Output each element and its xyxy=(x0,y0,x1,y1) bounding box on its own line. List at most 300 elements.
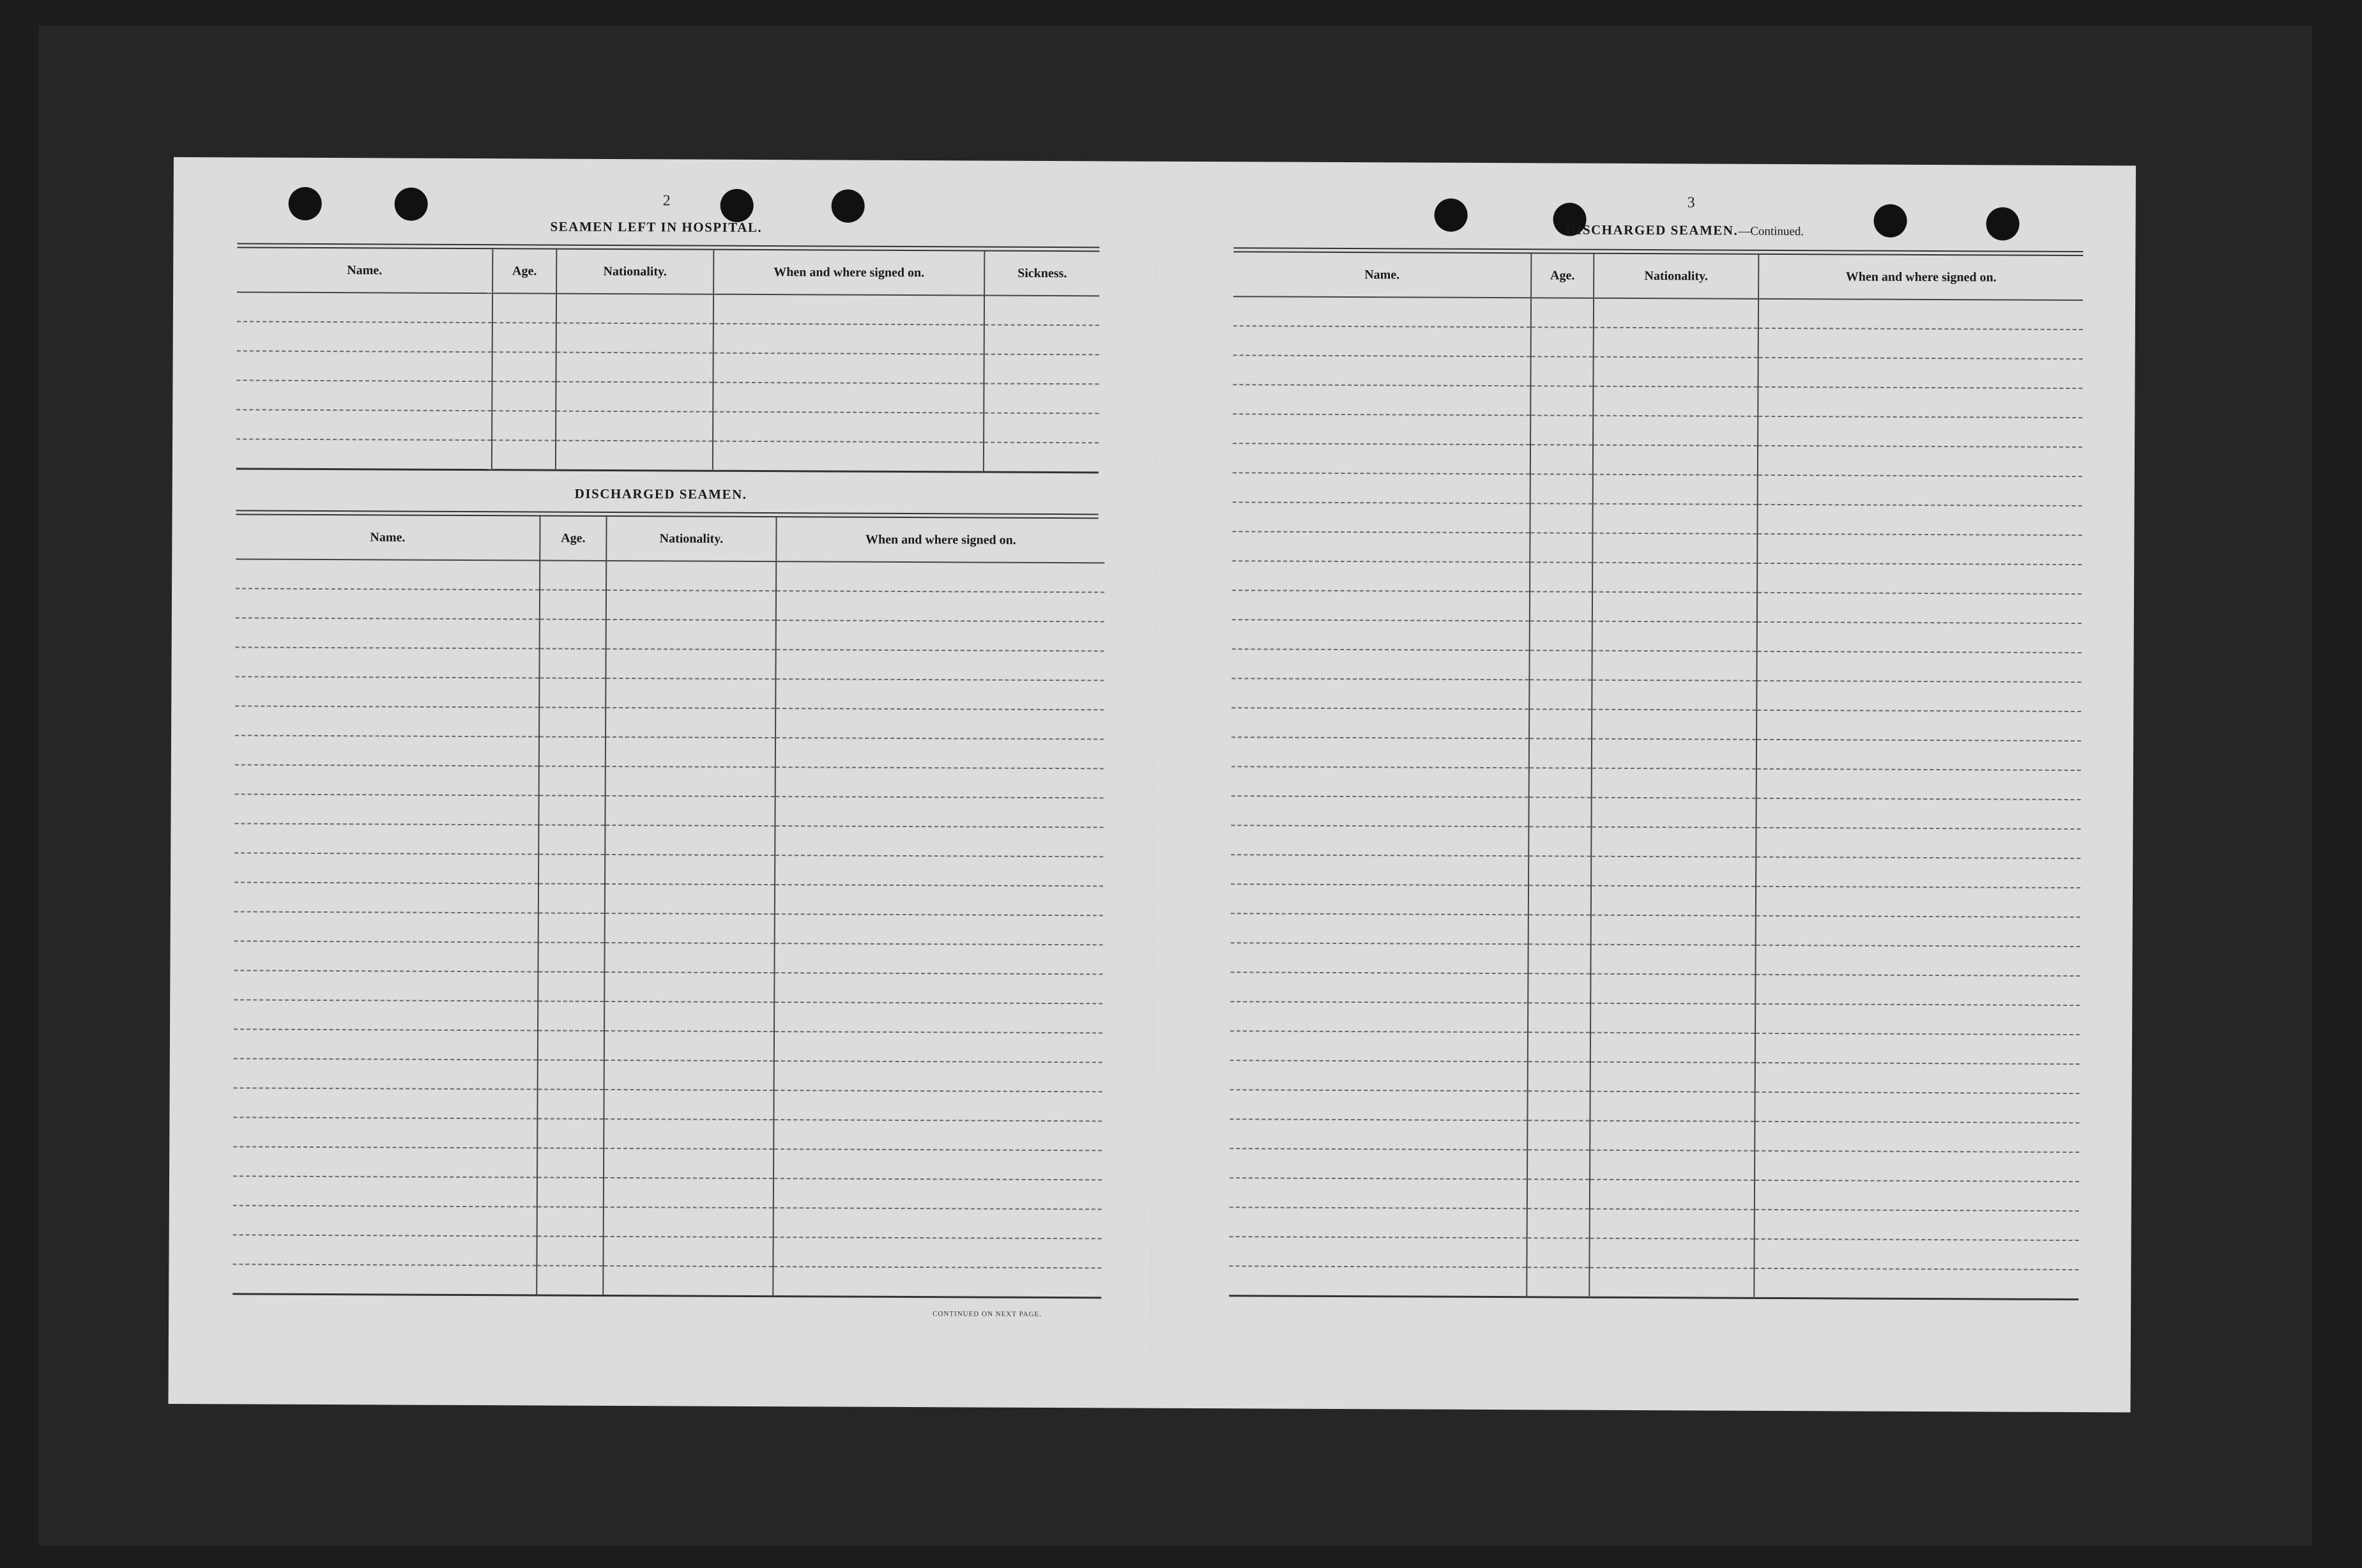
blank-entry-cell xyxy=(605,913,775,943)
blank-entry-cell xyxy=(1590,1180,1755,1210)
table-row xyxy=(234,1000,1102,1033)
blank-entry-cell xyxy=(1592,710,1756,740)
blank-entry-cell xyxy=(603,1237,773,1267)
blank-entry-cell xyxy=(1592,533,1757,563)
blank-entry-cell xyxy=(1754,1239,2078,1270)
blank-entry-cell xyxy=(775,826,1103,856)
table-row xyxy=(1229,1237,2078,1270)
blank-entry-cell xyxy=(773,1090,1102,1121)
blank-entry-cell xyxy=(556,382,713,412)
table-row xyxy=(236,588,1104,621)
blank-entry-cell xyxy=(1527,1150,1590,1179)
table-row xyxy=(234,794,1103,827)
blank-entry-cell xyxy=(1593,445,1758,475)
blank-entry-cell xyxy=(775,679,1104,710)
table-row xyxy=(1231,737,2081,770)
blank-entry-cell xyxy=(540,590,606,620)
discharged-table-right-body xyxy=(1229,296,2083,1299)
blank-entry-cell xyxy=(1233,443,1530,474)
blank-entry-cell xyxy=(1527,1179,1590,1208)
blank-entry-cell xyxy=(984,443,1099,473)
blank-entry-cell xyxy=(1593,386,1758,416)
blank-entry-cell xyxy=(1757,622,2082,653)
table-row xyxy=(1231,913,2080,947)
blank-entry-cell xyxy=(537,1206,604,1236)
blank-entry-cell xyxy=(1592,504,1757,534)
table-row xyxy=(1232,620,2082,653)
blank-entry-cell xyxy=(1530,533,1592,562)
blank-entry-cell xyxy=(1528,1032,1590,1062)
column-header: Nationality. xyxy=(1594,254,1758,299)
blank-entry-cell xyxy=(773,1237,1101,1268)
blank-entry-cell xyxy=(1527,1120,1590,1150)
blank-entry-cell xyxy=(1756,681,2081,712)
blank-entry-cell xyxy=(1528,944,1590,973)
table-row xyxy=(1230,1060,2080,1093)
blank-entry-cell xyxy=(1229,1266,1527,1297)
blank-entry-cell xyxy=(538,1031,604,1060)
table-row xyxy=(1230,1001,2080,1035)
blank-entry-cell xyxy=(1530,356,1593,386)
blank-entry-cell xyxy=(1758,416,2082,447)
blank-entry-cell xyxy=(1529,709,1592,738)
blank-entry-cell xyxy=(1592,680,1756,710)
punch-hole xyxy=(1435,199,1468,232)
blank-entry-cell xyxy=(1594,298,1758,328)
blank-entry-cell xyxy=(1591,915,1756,945)
blank-entry-cell xyxy=(1530,445,1593,474)
blank-entry-cell xyxy=(1590,1033,1755,1063)
blank-entry-cell xyxy=(235,676,539,707)
table-row xyxy=(1233,355,2082,388)
blank-entry-cell xyxy=(1758,328,2083,359)
discharged-continued-title xyxy=(1566,222,1804,240)
blank-entry-cell xyxy=(1758,358,2082,388)
blank-entry-cell xyxy=(538,913,605,943)
blank-entry-cell xyxy=(538,1001,604,1031)
blank-entry-cell xyxy=(1591,856,1756,887)
table-row xyxy=(1229,1266,2078,1299)
blank-entry-cell xyxy=(1230,1031,1528,1062)
blank-entry-cell xyxy=(556,441,713,471)
blank-entry-cell xyxy=(1592,592,1757,622)
blank-entry-cell xyxy=(538,825,605,855)
blank-entry-cell xyxy=(1528,797,1591,826)
blank-entry-cell xyxy=(1589,1268,1754,1298)
table-row xyxy=(232,1264,1101,1297)
discharged-section-title: DISCHARGED SEAMEN. xyxy=(574,485,747,502)
blank-entry-cell xyxy=(1755,1210,2079,1240)
blank-entry-cell xyxy=(1755,945,2080,976)
blank-entry-cell xyxy=(604,1001,774,1031)
table-row xyxy=(235,647,1104,680)
blank-entry-cell xyxy=(1757,593,2082,623)
blank-entry-cell xyxy=(1231,913,1528,944)
blank-entry-cell xyxy=(604,972,774,1002)
blank-entry-cell xyxy=(1589,1238,1754,1268)
blank-entry-cell xyxy=(1230,972,1528,1003)
blank-entry-cell xyxy=(1593,475,1758,505)
blank-entry-cell xyxy=(713,412,984,443)
blank-entry-cell xyxy=(606,737,775,767)
blank-entry-cell xyxy=(1230,1060,1528,1091)
blank-entry-cell xyxy=(537,1177,604,1206)
table-row xyxy=(1230,972,2080,1005)
blank-entry-cell xyxy=(236,559,540,590)
punch-hole xyxy=(1873,204,1907,238)
discharged-table-left-header xyxy=(236,515,1104,563)
discharged-table-right-header xyxy=(1233,252,2083,300)
blank-entry-cell xyxy=(1230,1148,1527,1179)
blank-entry-cell xyxy=(233,1205,537,1236)
blank-entry-cell xyxy=(234,794,538,825)
column-header: Age. xyxy=(1531,254,1594,298)
blank-entry-cell xyxy=(1593,416,1758,446)
blank-entry-cell xyxy=(775,855,1103,886)
blank-entry-cell xyxy=(605,825,775,855)
blank-entry-cell xyxy=(1232,590,1530,621)
blank-entry-cell xyxy=(713,294,984,325)
table-row xyxy=(1230,1090,2079,1123)
blank-entry-cell xyxy=(538,884,605,913)
table-row xyxy=(236,380,1099,413)
blank-entry-cell xyxy=(537,1089,604,1118)
table-row xyxy=(233,1117,1102,1150)
blank-entry-cell xyxy=(1233,414,1530,445)
blank-entry-cell xyxy=(234,970,538,1001)
blank-entry-cell xyxy=(1757,563,2082,594)
manifest-sheet xyxy=(168,157,2135,1412)
blank-entry-cell xyxy=(774,973,1102,1003)
blank-entry-cell xyxy=(604,1031,774,1061)
blank-entry-cell xyxy=(1528,1062,1590,1091)
table-row xyxy=(1231,825,2080,858)
blank-entry-cell xyxy=(774,1031,1102,1062)
blank-entry-cell xyxy=(1231,678,1529,709)
blank-entry-cell xyxy=(233,1117,537,1148)
table-row xyxy=(1233,473,2082,506)
table-row xyxy=(236,351,1099,384)
blank-entry-cell xyxy=(1530,591,1592,621)
blank-entry-cell xyxy=(235,765,539,795)
blank-entry-cell xyxy=(237,321,492,352)
column-header: Sickness. xyxy=(984,252,1099,296)
blank-entry-cell xyxy=(1590,1209,1755,1239)
blank-entry-cell xyxy=(233,1088,537,1118)
blank-entry-cell xyxy=(984,384,1099,414)
blank-entry-cell xyxy=(235,735,539,766)
table-row xyxy=(1230,1031,2080,1064)
table-row xyxy=(1230,943,2080,976)
blank-entry-cell xyxy=(1757,505,2082,535)
blank-entry-cell xyxy=(234,1058,538,1089)
blank-entry-cell xyxy=(1232,502,1530,533)
blank-entry-cell xyxy=(1590,1062,1755,1092)
blank-entry-cell xyxy=(537,1236,603,1265)
blank-entry-cell xyxy=(606,620,776,650)
blank-entry-cell xyxy=(492,293,556,323)
blank-entry-cell xyxy=(1593,357,1758,387)
column-header: Name. xyxy=(236,515,540,560)
table-row xyxy=(1232,590,2082,623)
blank-entry-cell xyxy=(233,1146,537,1177)
blank-entry-cell xyxy=(1758,446,2082,476)
punch-hole xyxy=(1986,207,2019,240)
blank-entry-cell xyxy=(1756,740,2081,770)
table-row xyxy=(1231,678,2081,712)
blank-entry-cell xyxy=(1229,1237,1527,1267)
blank-entry-cell xyxy=(1755,1004,2080,1035)
blank-entry-cell xyxy=(1592,563,1757,593)
blank-entry-cell xyxy=(713,353,984,384)
blank-entry-cell xyxy=(773,1149,1102,1180)
blank-entry-cell xyxy=(604,1207,773,1237)
blank-entry-cell xyxy=(234,911,538,942)
discharged-table-right xyxy=(1229,252,2083,1300)
blank-entry-cell xyxy=(1231,884,1528,915)
blank-entry-cell xyxy=(1232,561,1530,591)
blank-entry-cell xyxy=(539,649,606,678)
blank-entry-cell xyxy=(537,1148,604,1177)
column-header: Nationality. xyxy=(556,250,713,294)
blank-entry-cell xyxy=(1756,710,2081,741)
blank-entry-cell xyxy=(235,647,539,678)
blank-entry-cell xyxy=(1755,1151,2079,1182)
table-row xyxy=(235,765,1104,798)
blank-entry-cell xyxy=(1755,1122,2079,1152)
blank-entry-cell xyxy=(775,738,1104,768)
blank-entry-cell xyxy=(1530,621,1592,650)
blank-entry-cell xyxy=(538,972,604,1001)
blank-entry-cell xyxy=(1592,768,1756,798)
blank-entry-cell xyxy=(236,439,492,469)
blank-entry-cell xyxy=(492,411,556,440)
blank-entry-cell xyxy=(1529,738,1592,768)
table-row xyxy=(1230,1178,2079,1211)
blank-entry-cell xyxy=(1755,1092,2079,1123)
blank-entry-cell xyxy=(605,884,775,914)
table-row xyxy=(1232,561,2082,594)
blank-entry-cell xyxy=(1528,1003,1590,1032)
blank-entry-cell xyxy=(556,323,713,353)
blank-entry-cell xyxy=(1527,1091,1590,1120)
blank-entry-cell xyxy=(774,1002,1102,1033)
blank-entry-cell xyxy=(556,411,713,441)
blank-entry-cell xyxy=(1529,650,1592,680)
blank-entry-cell xyxy=(538,796,605,825)
blank-entry-cell xyxy=(1530,474,1593,503)
blank-entry-cell xyxy=(556,294,713,324)
blank-entry-cell xyxy=(606,678,775,708)
blank-entry-cell xyxy=(232,1235,537,1265)
blank-entry-cell xyxy=(1231,796,1528,826)
blank-entry-cell xyxy=(1530,503,1592,533)
hospital-table-header xyxy=(237,248,1099,296)
table-row xyxy=(1230,1148,2079,1182)
table-row xyxy=(1233,296,2083,330)
blank-entry-cell xyxy=(606,649,775,679)
table-row xyxy=(234,970,1102,1003)
blank-entry-cell xyxy=(1755,1033,2080,1064)
blank-entry-cell xyxy=(1231,708,1529,738)
table-row xyxy=(1233,443,2082,476)
blank-entry-cell xyxy=(1758,387,2082,418)
blank-entry-cell xyxy=(773,1208,1102,1238)
blank-entry-cell xyxy=(1590,1092,1755,1122)
blank-entry-cell xyxy=(538,1060,604,1089)
table-row xyxy=(234,911,1103,945)
blank-entry-cell xyxy=(984,325,1099,355)
blank-entry-cell xyxy=(604,1090,773,1120)
continued-note: CONTINUED ON NEXT PAGE. xyxy=(933,1310,1042,1318)
blank-entry-cell xyxy=(236,409,492,440)
column-header: Name. xyxy=(1233,252,1531,298)
blank-entry-cell xyxy=(1231,855,1528,885)
discharged-table-left-body xyxy=(232,559,1104,1297)
blank-entry-cell xyxy=(1755,1180,2079,1211)
blank-entry-cell xyxy=(774,1061,1102,1092)
table-row xyxy=(1231,649,2081,682)
discharged-table-left xyxy=(232,515,1104,1298)
left-page xyxy=(168,157,1157,1408)
blank-entry-cell xyxy=(1756,916,2080,947)
blank-entry-cell xyxy=(775,767,1104,798)
table-row xyxy=(1232,502,2082,535)
column-header: When and where signed on. xyxy=(1758,255,2083,300)
table-row xyxy=(233,1088,1102,1121)
hospital-section-title: SEAMEN LEFT IN HOSPITAL. xyxy=(550,218,763,236)
blank-entry-cell xyxy=(235,706,539,736)
blank-entry-cell xyxy=(775,708,1104,739)
column-header: Nationality. xyxy=(606,517,776,561)
column-header: When and where signed on. xyxy=(776,517,1104,563)
blank-entry-cell xyxy=(604,1178,773,1208)
blank-entry-cell xyxy=(537,1265,603,1295)
table-row xyxy=(234,941,1102,974)
table-row xyxy=(234,853,1103,886)
section-title-text: DISCHARGED SEAMEN. xyxy=(1566,222,1739,238)
blank-entry-cell xyxy=(605,855,775,885)
blank-entry-cell xyxy=(1230,943,1528,973)
blank-entry-cell xyxy=(713,441,984,472)
blank-entry-cell xyxy=(605,796,775,826)
blank-entry-cell xyxy=(1233,473,1530,503)
blank-entry-cell xyxy=(1756,651,2081,682)
blank-entry-cell xyxy=(538,855,605,884)
blank-entry-cell xyxy=(1591,798,1756,828)
table-row xyxy=(237,321,1099,354)
blank-entry-cell xyxy=(1592,651,1756,681)
blank-entry-cell xyxy=(773,1120,1102,1150)
blank-entry-cell xyxy=(492,440,556,470)
blank-entry-cell xyxy=(1528,973,1590,1003)
blank-entry-cell xyxy=(539,678,606,708)
blank-entry-cell xyxy=(1758,475,2082,506)
column-header: When and where signed on. xyxy=(713,250,984,296)
blank-entry-cell xyxy=(1757,534,2082,565)
blank-entry-cell xyxy=(606,766,775,796)
blank-entry-cell xyxy=(1231,649,1529,680)
punch-hole xyxy=(289,187,322,220)
column-header: Name. xyxy=(237,248,492,293)
blank-entry-cell xyxy=(774,943,1102,974)
punch-hole xyxy=(720,189,754,222)
page-number: 2 xyxy=(662,192,671,209)
blank-entry-cell xyxy=(538,943,604,972)
blank-entry-cell xyxy=(1754,1268,2078,1300)
table-row xyxy=(1232,531,2082,565)
blank-entry-cell xyxy=(984,413,1099,443)
table-row xyxy=(232,1235,1101,1268)
blank-entry-cell xyxy=(540,561,606,590)
blank-entry-cell xyxy=(236,588,540,619)
blank-entry-cell xyxy=(1528,826,1591,856)
blank-entry-cell xyxy=(1591,827,1756,857)
blank-entry-cell xyxy=(1230,1119,1527,1150)
blank-entry-cell xyxy=(1756,828,2080,858)
column-header: Age. xyxy=(492,249,556,293)
table-row xyxy=(1231,884,2080,917)
blank-entry-cell xyxy=(1527,1208,1590,1238)
blank-entry-cell xyxy=(1594,328,1758,358)
blank-entry-cell xyxy=(1590,1003,1755,1033)
table-row xyxy=(234,823,1103,856)
table-row xyxy=(233,1176,1102,1209)
blank-entry-cell xyxy=(1529,768,1592,797)
table-row xyxy=(234,882,1103,915)
blank-entry-cell xyxy=(603,1266,773,1297)
blank-entry-cell xyxy=(1755,1063,2080,1093)
blank-entry-cell xyxy=(236,618,540,648)
blank-entry-cell xyxy=(713,324,984,354)
blank-entry-cell xyxy=(1230,1090,1527,1120)
punch-hole xyxy=(395,188,428,221)
hospital-table-body xyxy=(236,292,1099,472)
blank-entry-cell xyxy=(492,381,556,411)
table-row xyxy=(233,1146,1102,1180)
blank-entry-cell xyxy=(540,620,606,649)
blank-entry-cell xyxy=(776,561,1104,592)
blank-entry-cell xyxy=(1231,825,1528,856)
table-row xyxy=(1231,708,2081,741)
table-row xyxy=(1230,1207,2079,1240)
blank-entry-cell xyxy=(604,943,774,973)
table-row xyxy=(233,1205,1102,1238)
blank-entry-cell xyxy=(1531,298,1594,327)
blank-entry-cell xyxy=(1233,384,1530,415)
blank-entry-cell xyxy=(234,882,538,913)
blank-entry-cell xyxy=(1590,1121,1755,1151)
blank-entry-cell xyxy=(233,1176,537,1206)
blank-entry-cell xyxy=(1233,296,1531,327)
table-row xyxy=(1233,326,2083,359)
table-row xyxy=(1231,855,2080,888)
blank-entry-cell xyxy=(1528,915,1591,944)
hospital-table xyxy=(236,248,1100,473)
blank-entry-cell xyxy=(606,561,776,591)
blank-entry-cell xyxy=(1232,531,1530,562)
blank-entry-cell xyxy=(775,796,1103,827)
blank-entry-cell xyxy=(776,591,1104,621)
blank-entry-cell xyxy=(234,823,538,854)
blank-entry-cell xyxy=(1527,1238,1589,1267)
blank-entry-cell xyxy=(1232,620,1530,650)
blank-entry-cell xyxy=(1592,621,1757,651)
table-row xyxy=(234,1058,1102,1092)
blank-entry-cell xyxy=(234,853,538,883)
blank-entry-cell xyxy=(1528,856,1591,885)
blank-entry-cell xyxy=(1230,1001,1528,1032)
